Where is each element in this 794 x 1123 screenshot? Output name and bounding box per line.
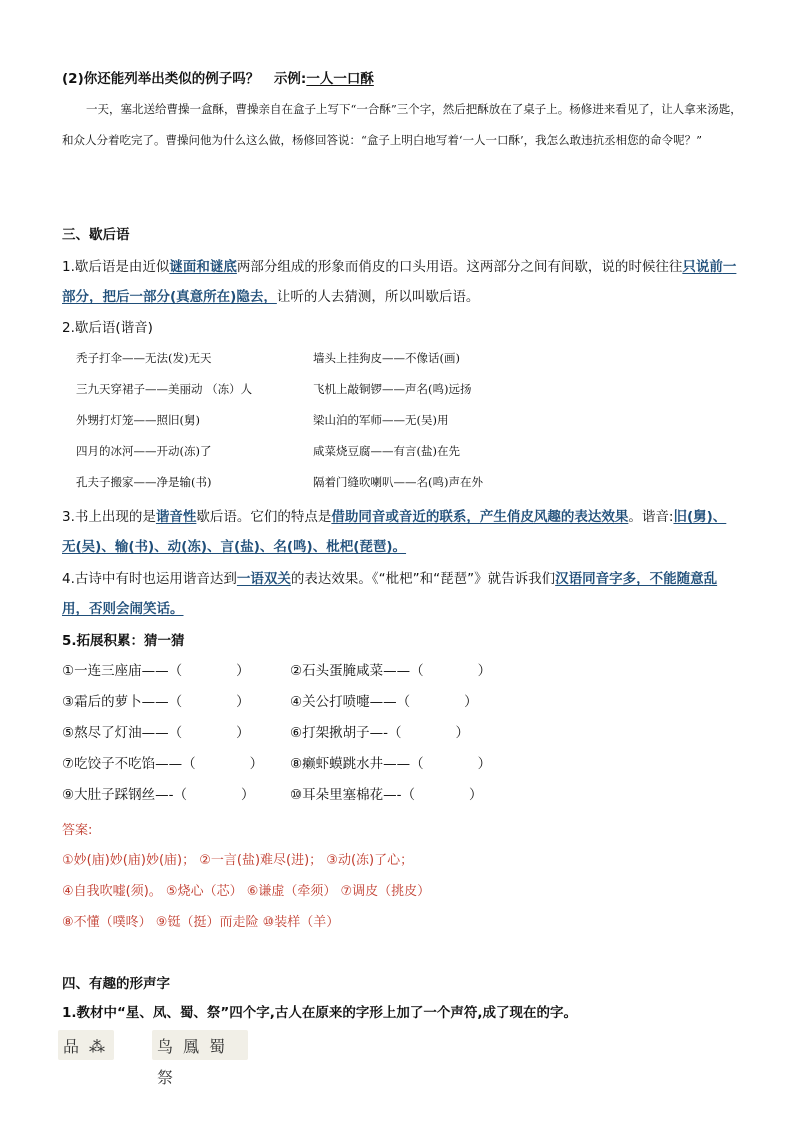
saying-item: 秃子打伞——无法(发)无天 (76, 351, 212, 365)
section3-p4 (62, 564, 737, 624)
saying-item: 隔着门缝吹喇叭——名(鸣)声在外 (313, 475, 483, 489)
section3-heading: 三、歇后语 (62, 227, 130, 243)
ancient-glyph: 祭 (157, 1068, 174, 1087)
saying-item: 梁山泊的军师——无(吴)用 (313, 413, 449, 427)
p4-prefix: 4.古诗中有时也运用谐音达到 (62, 571, 237, 587)
story-paragraph: 一天，塞北送给曹操一盒酥，曹操亲自在盒子上写下“一合酥”三个字，然后把酥放在了桌子上。杨修进来看见了，让人拿来汤匙，和众人分着吃完了。曹操问他为什么这么做，杨修回答说：“盒子上明白地写着‘一人一口酥’，我怎么敢违抗丞相您的命令呢？” (62, 102, 742, 147)
question-line (62, 70, 374, 88)
p1-highlight-riddle: 谜面和谜底 (169, 259, 237, 275)
section4-p1: 1.教材中“星、凤、蜀、祭”四个字,古人在原来的字形上加了一个声符,成了现在的字。 (62, 1005, 578, 1021)
p3-mid2: 。谐音: (628, 509, 674, 525)
p4-highlight-2b: 乱用，否则会闹笑话。 (62, 571, 718, 617)
ancient-glyph: 鳳 (183, 1037, 200, 1056)
ancient-glyphs-right (152, 1030, 248, 1087)
answer-label: 答案: (62, 823, 93, 838)
section3-p1 (62, 252, 737, 312)
p4-highlight-2a: 汉语同音字多，不能随意 (555, 571, 704, 587)
ancient-glyph: ⁂ (89, 1037, 106, 1056)
answer-line: ⑧不懂（噗咚） ⑨铤（挺）而走险 ⑩装样（羊） (62, 915, 340, 930)
guess-item: ⑦吃饺子不吃馅——（ ） (62, 756, 264, 772)
section3-p5-title: 5.拓展积累：猜一猜 (62, 633, 185, 649)
p1-suffix: 让听的人去猜测，所以叫歇后语。 (276, 289, 480, 305)
ancient-glyphs-left (58, 1030, 114, 1060)
guess-item: ②石头蛋腌咸菜——（ ） (290, 663, 492, 679)
guess-item: ⑧癞虾蟆跳水井——（ ） (290, 756, 492, 772)
saying-item: 墙头上挂狗皮——不像话(画) (313, 351, 460, 365)
saying-item: 咸菜烧豆腐——有言(盐)在先 (313, 444, 460, 458)
p4-mid: 的表达效果。《“枇杷”和“琵琶”》就告诉我们 (290, 571, 556, 587)
ancient-glyph: 鸟 (157, 1037, 174, 1056)
guess-item: ④关公打喷嚏——（ ） (290, 694, 478, 710)
saying-item: 孔夫子搬家——净是输(书) (76, 475, 212, 489)
p3-prefix: 3.书上出现的是 (62, 509, 156, 525)
p3-highlight-2: 借助同音或音近的联系，产生俏皮风趣的表达效果 (331, 509, 629, 525)
example-label: 示例: (273, 71, 307, 87)
answer-line: ①妙(庙)妙(庙)妙(庙)； ②一言(盐)难尽(进)； ③动(冻)了心； (62, 853, 414, 868)
guess-item: ⑤熬尽了灯油——（ ） (62, 725, 250, 741)
p1-prefix: 1.歇后语是由近似 (62, 259, 170, 275)
p3-highlight-3a: 旧(舅)、 (673, 509, 727, 525)
guess-item: ⑥打架揪胡子—-（ ） (290, 725, 469, 741)
question-text: (2)你还能列举出类似的例子吗？ (62, 71, 260, 87)
saying-item: 三九天穿裙子——美丽动 （冻）人 (76, 382, 253, 396)
p1-highlight-a: 只说前 (682, 259, 723, 275)
guess-item: ③霜后的萝卜——（ ） (62, 694, 250, 710)
section3-p2-title: 2.歇后语(谐音) (62, 320, 153, 336)
section3-p3 (62, 502, 737, 562)
p4-highlight-1: 一语双关 (236, 571, 291, 587)
saying-item: 飞机上敲铜锣——声名(鸣)远扬 (313, 382, 472, 396)
example-value: 一人一口酥 (306, 71, 374, 87)
saying-item: 四月的冰河——开动(冻)了 (76, 444, 212, 458)
ancient-glyph: 品 (63, 1037, 80, 1056)
p3-highlight-3b: 无(吴)、输(书)、动(冻)、言(盐)、名(鸣)、枇杷(琵琶)。 (62, 539, 407, 555)
guess-item: ⑨大肚子踩钢丝—-（ ） (62, 787, 255, 803)
p1-highlight-b: 一部分，把后一部分(真意所在)隐去， (62, 259, 737, 305)
guess-item: ⑩耳朵里塞棉花—-（ ） (290, 787, 483, 803)
p3-mid: 歇后语。它们的特点是 (196, 509, 332, 525)
answer-line: ④自我吹嘘(须)。 ⑤烧心（芯） ⑥谦虚（牵须） ⑦调皮（挑皮） (62, 884, 431, 899)
saying-item: 外甥打灯笼——照旧(舅) (76, 413, 200, 427)
ancient-glyph: 蜀 (209, 1037, 226, 1056)
p1-mid: 两部分组成的形象而俏皮的口头用语。这两部分之间有间歇，说的时候往往 (236, 259, 683, 275)
section4-heading: 四、有趣的形声字 (62, 976, 170, 992)
p3-highlight-1: 谐音性 (155, 509, 197, 525)
guess-item: ①一连三座庙——（ ） (62, 663, 250, 679)
